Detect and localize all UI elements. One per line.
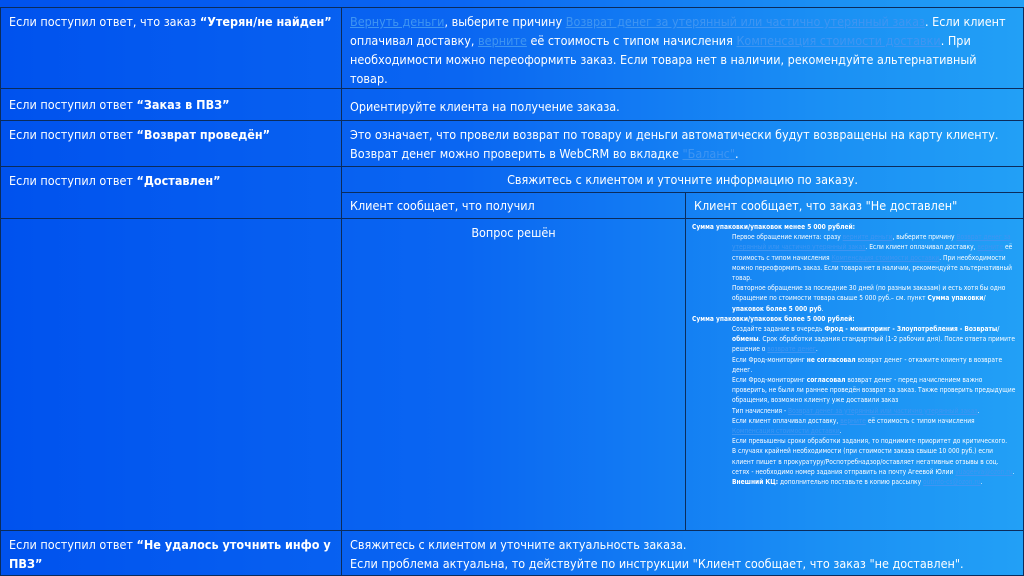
condition-delivered <box>0 166 342 219</box>
external-cc: Внешний КЦ: дополнительно поставьте в копию рассылку outinfo-cs@ozon.ru. <box>732 478 983 487</box>
label: Если поступил ответ <box>9 97 137 112</box>
action-pvz-unknown <box>341 530 1024 576</box>
refund-link[interactable]: Вернуть деньги <box>350 14 445 29</box>
label-status: “Доставлен” <box>136 173 221 188</box>
heading-under-5000: Сумма упаковки/упаковок менее 5 000 рублей: <box>692 223 856 231</box>
label-status: “Утерян/не найден” <box>199 14 332 29</box>
fraud-approved: Если Фрод-мониторинг согласовал возврат денег - перед начислением важно проверить, не были ли раннее проведён возврат за заказ. Также проверить предыдущие обращения, возможно клиенту уже доставили заказ <box>732 376 1016 405</box>
text: . При необходимости можно переоформить заказ. Если товара нет в наличии, рекомендуйте альтернативный товар. <box>350 33 977 86</box>
text: , выберите причину <box>444 14 566 29</box>
resolved-text: Вопрос решён <box>471 225 556 240</box>
label: Если поступил ответ <box>9 537 137 552</box>
not-delivered-instructions <box>685 218 1024 531</box>
deadline-exceeded: Если превышены сроки обработки задания, то поднимите приоритет до критического. <box>732 437 1008 446</box>
text: её стоимость с типом начисления <box>526 33 737 48</box>
extreme-cases: В случаях крайней необходимости (при стоимости заказа свыше 10 000 руб.) если клиент пишет в прокуратуру/Роспотребнадзор/оставляет негативные отзывы в соц. сетях - необходимо номер задания отправить на почту Агеевой Юлии yuageeva@ozon.ru. <box>732 447 1015 476</box>
return-link[interactable]: верните <box>977 243 1004 252</box>
condition-pvz <box>0 88 342 121</box>
col-received: Клиент сообщает, что получил <box>341 192 686 219</box>
action-refunded <box>341 120 1024 167</box>
label: Если поступил ответ <box>9 173 137 188</box>
text: Если проблема актуальна, то действуйте по инструкции "Клиент сообщает, что заказ "не доставлен". <box>350 556 964 571</box>
text: . <box>735 146 739 161</box>
col-not-delivered: Клиент сообщает, что заказ "Не доставлен" <box>685 192 1024 219</box>
compensation-link[interactable]: Компенсация стоимости доставки <box>732 427 840 436</box>
compensation-link[interactable]: Компенсация стоимости доставки <box>736 33 941 48</box>
text: Это означает, что провели возврат по товару и деньги автоматически будут возвращены на карту клиенту. Возврат денег можно проверить в WebCRM во вкладке <box>350 127 999 161</box>
compensation-link[interactable]: Компенсация стоимости доставки <box>831 253 940 262</box>
reason-link[interactable]: Возврат денег за утерянный или частично утерянный заказ <box>732 233 1011 252</box>
label: Если поступил ответ <box>9 127 137 142</box>
text: . Если клиент оплачивал доставку, <box>350 14 1006 48</box>
text: Свяжитесь с клиентом и уточните актуальность заказа. <box>350 537 687 552</box>
first-request: Первое обращение клиента: сразу верните деньги, выберите причину Возврат денег за утерянный или частично утерянный заказ. Если клиент оплачивал доставку, верните её стоимость с типом начисления Компенсация стоимости доставки. При необходимости можно переоформить заказ. Если товара нет в наличии, рекомендуйте альтернативный товар. <box>732 233 1013 283</box>
mailing-list-link[interactable]: outinfo-cs@ozon.ru <box>923 478 981 487</box>
accrual-type: Тип начисления - Возврат денег за утерянный или частично утерянный заказ. <box>732 406 980 415</box>
label-status: “Возврат проведён” <box>136 127 271 142</box>
create-task: Создайте задание в очередь Фрод - мониторинг - Злоупотребления - Возвраты/обмены. Срок обработки задания стандартный (1-2 рабочих дня). После ответа примите решение о возврате денег. <box>732 325 1016 354</box>
label-status: “Заказ в ПВЗ” <box>136 97 230 112</box>
delivery-paid: Если клиент оплачивал доставку, верните её стоимость с типом начисления Компенсация стоимости доставки. <box>732 416 975 436</box>
return-link[interactable]: верните <box>840 416 866 425</box>
action-pvz <box>341 88 1024 121</box>
reason-link[interactable]: Возврат денег за утерянный или частично утерянный заказ <box>565 14 925 29</box>
refund-link[interactable]: верните деньги <box>842 233 893 242</box>
empty-cell <box>0 218 342 531</box>
condition-pvz-unknown <box>0 530 342 576</box>
label: Если поступил ответ, что заказ <box>9 14 200 29</box>
resolved-cell <box>341 218 686 531</box>
email-link[interactable]: yuageeva@ozon.ru <box>955 467 1013 476</box>
repeat-request: Повторное обращение за последние 30 дней (по разным заказам) и есть хотя бы одно обращение по стоимости товара свыше 5 000 руб.– см. пункт Сумма упаковки/упаковок более 5 000 руб. <box>732 284 1006 313</box>
heading-over-5000: Сумма упаковки/упаковок более 5 000 рублей: <box>692 314 855 323</box>
refund-decision-link[interactable]: возврате денег <box>767 345 816 354</box>
fraud-rejected: Если Фрод-мониторинг не согласовал возврат денег - откажите клиенту в возврате денег. <box>732 355 1003 374</box>
condition-refunded <box>0 120 342 167</box>
return-link[interactable]: верните <box>478 33 527 48</box>
condition-lost <box>0 7 342 89</box>
text: Ориентируйте клиента на получение заказа. <box>350 99 620 114</box>
delivered-header: Свяжитесь с клиентом и уточните информацию по заказу. <box>341 166 1024 193</box>
reason-link[interactable]: Возврат денег за утерянный или частично утерянный заказ <box>788 406 978 415</box>
action-lost <box>341 7 1024 89</box>
label-status: “Не удалось уточнить инфо у ПВЗ” <box>9 537 331 571</box>
balance-link[interactable]: "Баланс" <box>682 146 736 161</box>
